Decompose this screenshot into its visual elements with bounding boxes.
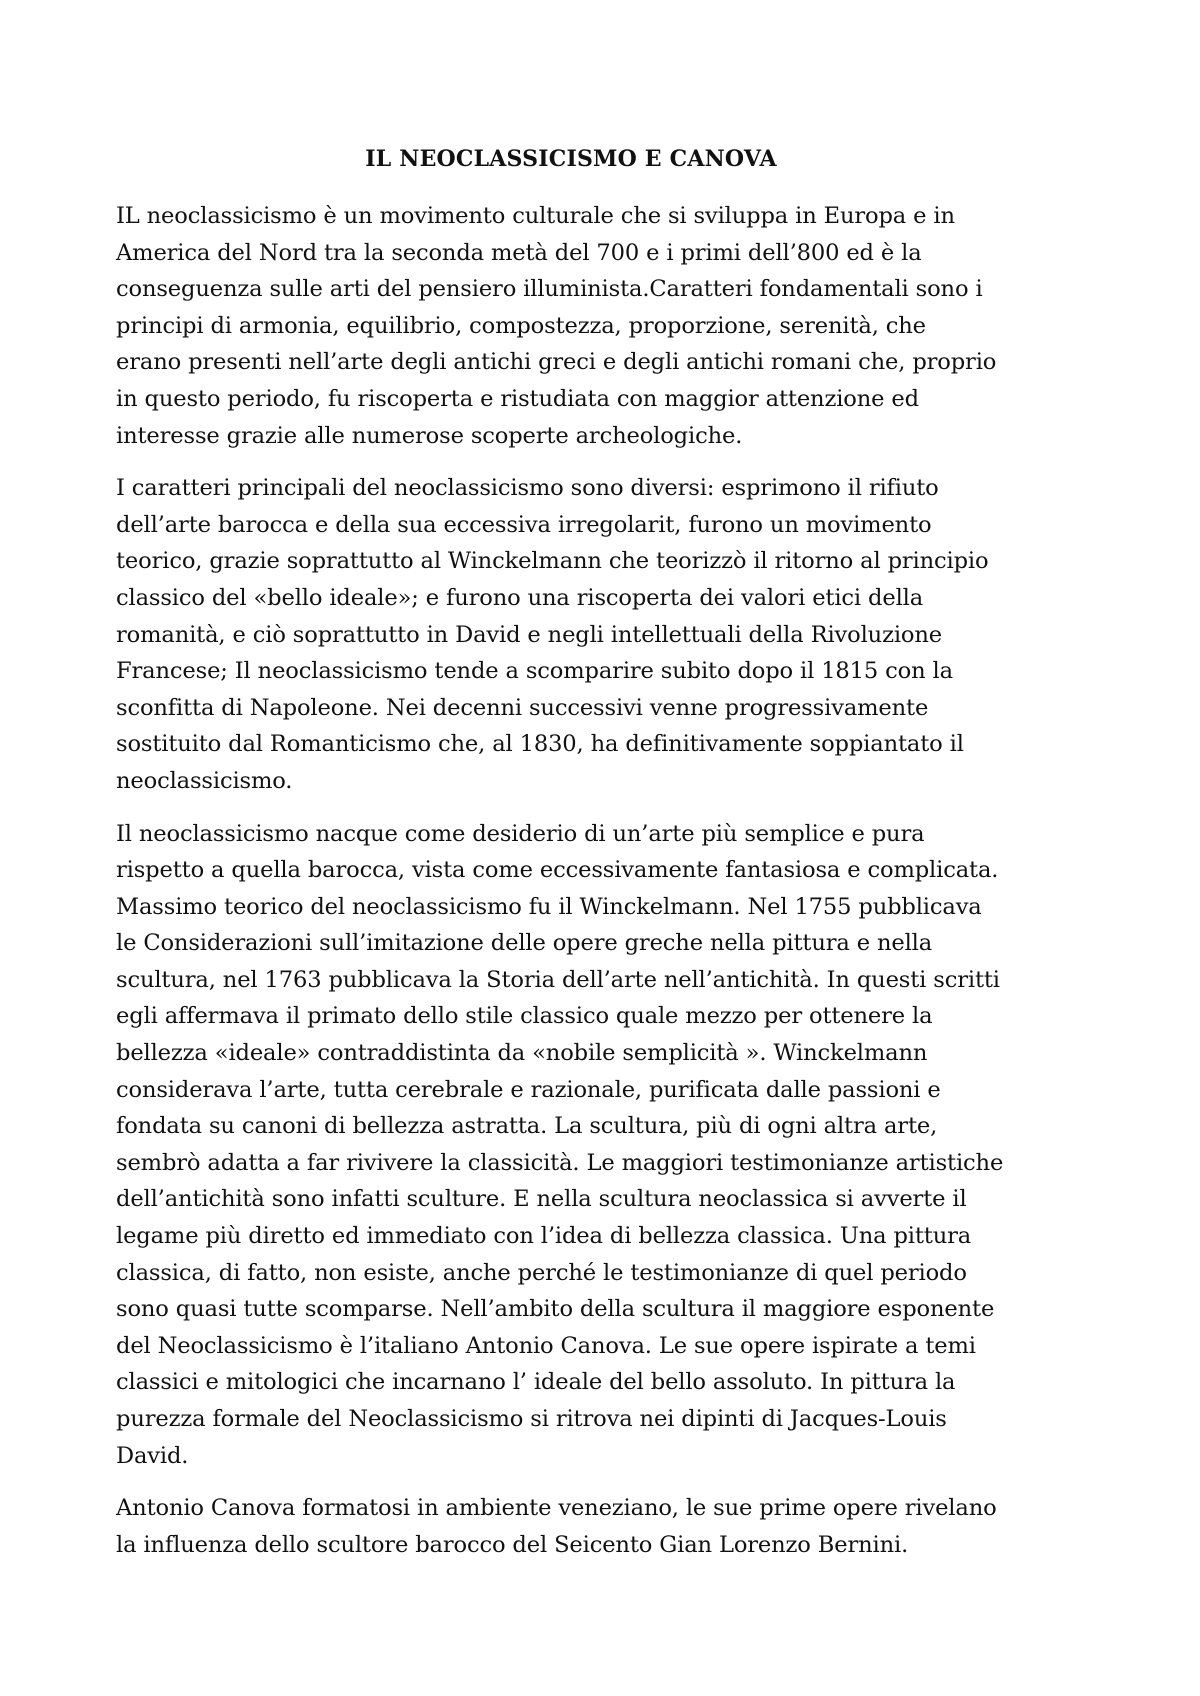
text-line: le Considerazioni sull’imitazione delle opere greche nella pittura e nella <box>116 930 933 957</box>
paragraph-4 <box>116 1490 1096 1563</box>
text-line: neoclassicismo. <box>116 767 293 794</box>
text-line: del Neoclassicismo è l’italiano Antonio Canova. Le sue opere ispirate a temi <box>116 1332 976 1359</box>
text-line: Francese; Il neoclassicismo tende a scomparire subito dopo il 1815 con la <box>116 658 953 685</box>
text-line: scultura, nel 1763 pubblicava la Storia dell’arte nell’antichità. In questi scritti <box>116 966 1000 993</box>
text-line: in questo periodo, fu riscoperta e ristudiata con maggior attenzione ed <box>116 385 919 412</box>
text-line: teorico, grazie soprattutto al Winckelmann che teorizzò il ritorno al principio <box>116 548 989 575</box>
paragraph-3 <box>116 816 1096 1475</box>
text-line: sconfitta di Napoleone. Nei decenni successivi venne progressivamente <box>116 694 929 721</box>
text-line: romanità, e ciò soprattutto in David e negli intellettuali della Rivoluzione <box>116 621 942 648</box>
text-line: egli affermava il primato dello stile classico quale mezzo per ottenere la <box>116 1003 933 1030</box>
text-line: rispetto a quella barocca, vista come eccessivamente fantasiosa e complicata. <box>116 857 999 884</box>
paragraph-2 <box>116 470 1096 799</box>
text-line: dell’antichità sono infatti sculture. E nella scultura neoclassica si avverte il <box>116 1186 967 1213</box>
text-line: considerava l’arte, tutta cerebrale e razionale, purificata dalle passioni e <box>116 1076 941 1103</box>
text-line: conseguenza sulle arti del pensiero illuminista.Caratteri fondamentali sono i <box>116 276 983 303</box>
text-line: dell’arte barocca e della sua eccessiva irregolarit, furono un movimento <box>116 511 932 538</box>
text-line: IL neoclassicismo è un movimento culturale che si sviluppa in Europa e in <box>116 203 955 229</box>
text-line: la influenza dello scultore barocco del Seicento Gian Lorenzo Bernini. <box>116 1531 909 1558</box>
text-line: America del Nord tra la seconda metà del 700 e i primi dell’800 ed è la <box>116 239 922 266</box>
text-line: sembrò adatta a far rivivere la classicità. Le maggiori testimonianze artistiche <box>116 1149 1004 1176</box>
text-line: I caratteri principali del neoclassicismo sono diversi: esprimono il rifiuto <box>116 475 939 502</box>
text-line: classica, di fatto, non esiste, anche perché le testimonianze di quel periodo <box>116 1259 967 1286</box>
text-line: principi di armonia, equilibrio, compostezza, proporzione, serenità, che <box>116 312 926 339</box>
text-line: legame più diretto ed immediato con l’idea di bellezza classica. Una pittura <box>116 1223 972 1250</box>
text-line: classici e mitologici che incarnano l’ ideale del bello assoluto. In pittura la <box>116 1369 956 1396</box>
text-line: sostituito dal Romanticismo che, al 1830, ha definitivamente soppiantato il <box>116 731 964 758</box>
text-line: sono quasi tutte scomparse. Nell’ambito della scultura il maggiore esponente <box>116 1296 995 1323</box>
text-line: classico del «bello ideale»; e furono una riscoperta dei valori etici della <box>116 584 924 611</box>
document-body <box>116 198 1096 1579</box>
text-line: bellezza «ideale» contraddistinta da «nobile semplicità ». Winckelmann <box>116 1040 928 1067</box>
text-line: Antonio Canova formatosi in ambiente veneziano, le sue prime opere rivelano <box>116 1495 997 1522</box>
text-line: Il neoclassicismo nacque come desiderio di un’arte più semplice e pura <box>116 820 925 847</box>
text-line: Massimo teorico del neoclassicismo fu il Winckelmann. Nel 1755 pubblicava <box>116 893 982 920</box>
document-title: IL NEOCLASSICISMO E CANOVA <box>365 146 777 172</box>
paragraph-1 <box>116 198 1096 454</box>
text-line: fondata su canoni di bellezza astratta. La scultura, più di ogni altra arte, <box>116 1113 938 1140</box>
text-line: purezza formale del Neoclassicismo si ritrova nei dipinti di Jacques-Louis <box>116 1406 947 1432</box>
text-line: erano presenti nell’arte degli antichi greci e degli antichi romani che, proprio <box>116 349 997 376</box>
text-line: interesse grazie alle numerose scoperte archeologiche. <box>116 422 743 449</box>
text-line: David. <box>116 1442 189 1469</box>
